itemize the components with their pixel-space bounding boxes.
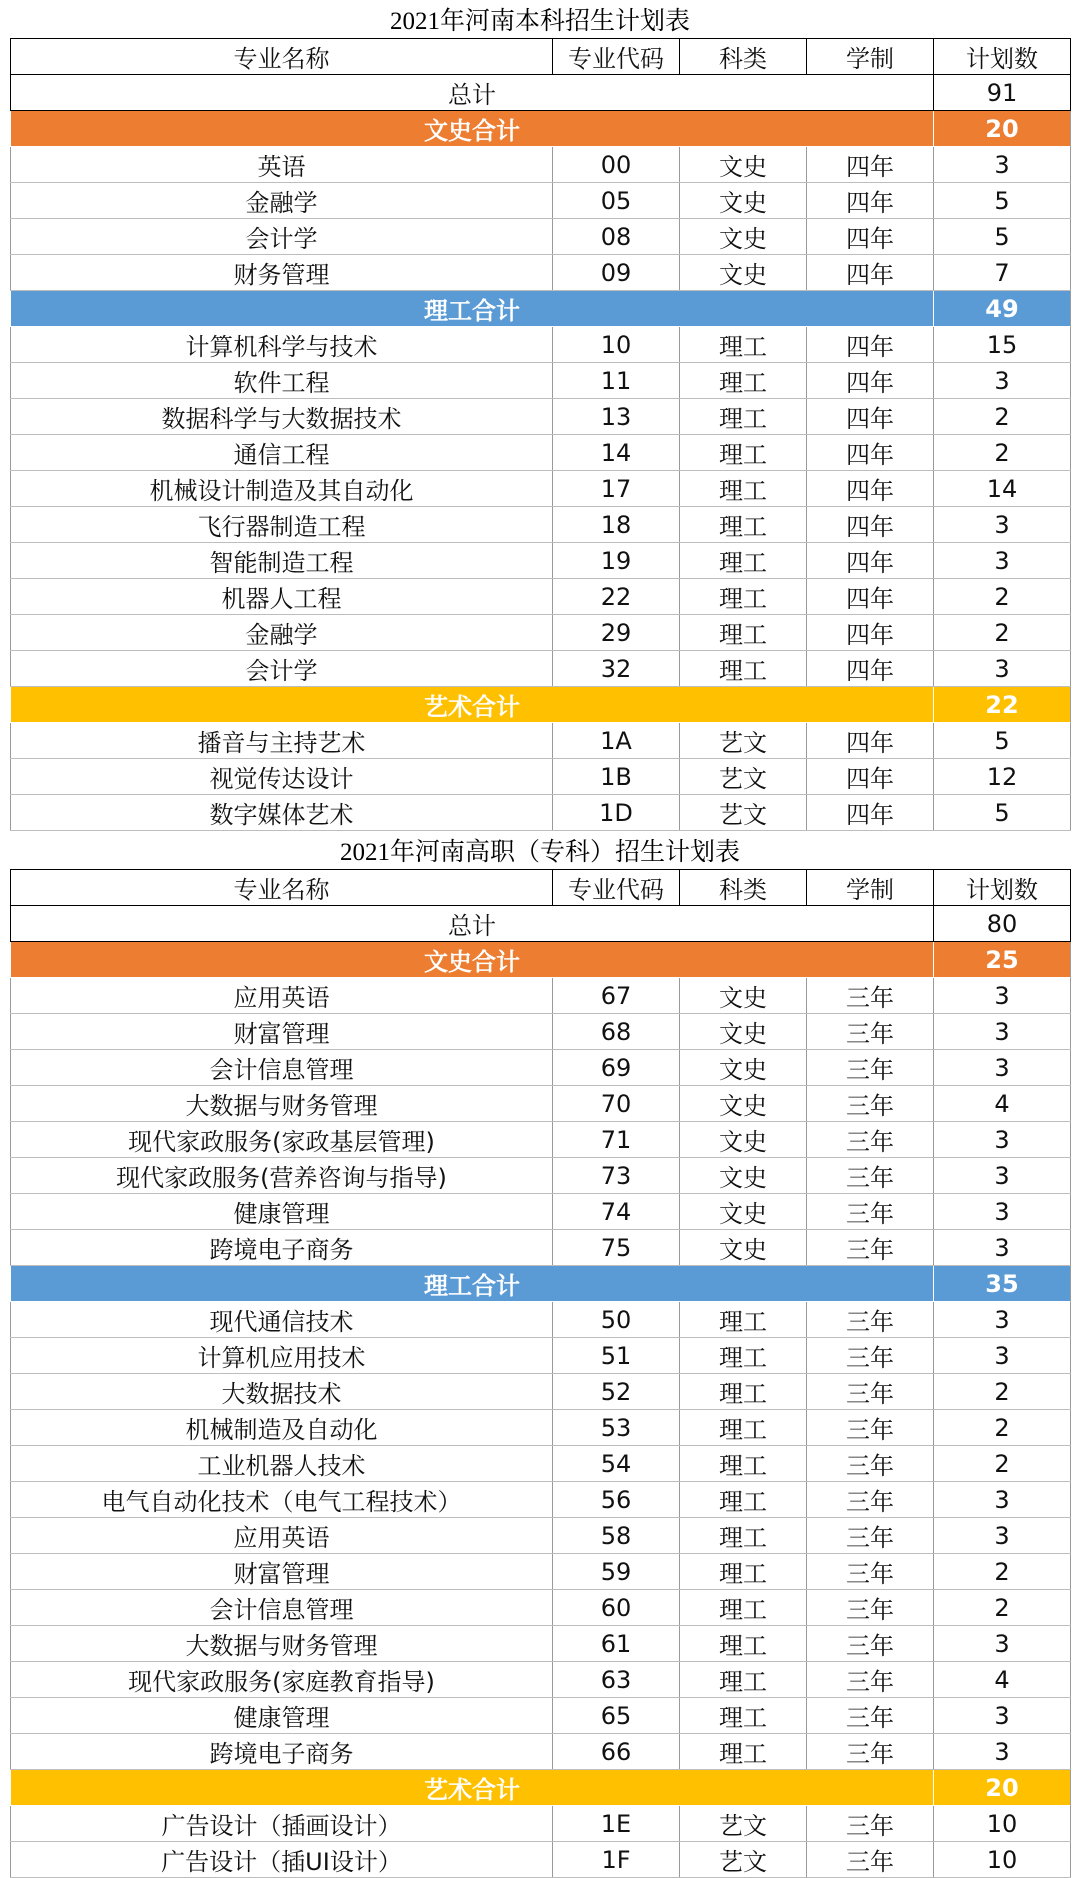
major-code-cell: 1D (553, 795, 680, 831)
table-row (11, 1122, 1071, 1158)
total-label: 总计 (11, 75, 934, 111)
major-code-cell: 52 (553, 1374, 680, 1410)
duration-cell: 三年 (807, 1230, 934, 1266)
quota-cell: 2 (934, 1554, 1071, 1590)
group-value: 25 (934, 942, 1071, 978)
table-row (11, 1410, 1071, 1446)
category-cell: 理工 (680, 399, 807, 435)
major-name-cell: 大数据技术 (11, 1374, 553, 1410)
duration-cell: 四年 (807, 723, 934, 759)
major-name-cell: 现代通信技术 (11, 1302, 553, 1338)
duration-cell: 四年 (807, 327, 934, 363)
table-row (11, 1158, 1071, 1194)
header-category: 科类 (680, 39, 807, 75)
group-value: 20 (934, 111, 1071, 147)
major-code-cell: 68 (553, 1014, 680, 1050)
table-row (11, 1230, 1071, 1266)
group-value: 20 (934, 1770, 1071, 1806)
category-cell: 艺文 (680, 1842, 807, 1878)
enrollment-plan-table (10, 38, 1071, 831)
group-label: 理工合计 (11, 291, 934, 327)
category-cell: 理工 (680, 435, 807, 471)
major-code-cell: 73 (553, 1158, 680, 1194)
major-name-cell: 智能制造工程 (11, 543, 553, 579)
duration-cell: 四年 (807, 615, 934, 651)
table-row (11, 507, 1071, 543)
major-name-cell: 数据科学与大数据技术 (11, 399, 553, 435)
group-subtotal-row (11, 291, 1071, 327)
group-subtotal-row (11, 111, 1071, 147)
quota-cell: 3 (934, 1482, 1071, 1518)
major-name-cell: 英语 (11, 147, 553, 183)
duration-cell: 四年 (807, 183, 934, 219)
category-cell: 理工 (680, 1518, 807, 1554)
group-label: 艺术合计 (11, 1770, 934, 1806)
header-major-code: 专业代码 (553, 39, 680, 75)
quota-cell: 10 (934, 1806, 1071, 1842)
duration-cell: 三年 (807, 1374, 934, 1410)
table-row (11, 1698, 1071, 1734)
table-row (11, 1662, 1071, 1698)
category-cell: 文史 (680, 1230, 807, 1266)
header-major-code: 专业代码 (553, 870, 680, 906)
category-cell: 理工 (680, 651, 807, 687)
major-code-cell: 71 (553, 1122, 680, 1158)
quota-cell: 3 (934, 1158, 1071, 1194)
table-body (11, 906, 1071, 1878)
major-name-cell: 机械设计制造及其自动化 (11, 471, 553, 507)
header-quota: 计划数 (934, 870, 1071, 906)
category-cell: 文史 (680, 1014, 807, 1050)
quota-cell: 2 (934, 579, 1071, 615)
category-cell: 理工 (680, 1554, 807, 1590)
category-cell: 理工 (680, 1626, 807, 1662)
major-code-cell: 11 (553, 363, 680, 399)
group-value: 35 (934, 1266, 1071, 1302)
major-name-cell: 计算机应用技术 (11, 1338, 553, 1374)
category-cell: 理工 (680, 1734, 807, 1770)
major-code-cell: 60 (553, 1590, 680, 1626)
category-cell: 文史 (680, 1086, 807, 1122)
major-code-cell: 70 (553, 1086, 680, 1122)
duration-cell: 三年 (807, 1338, 934, 1374)
total-value: 91 (934, 75, 1071, 111)
quota-cell: 5 (934, 723, 1071, 759)
table-row (11, 1374, 1071, 1410)
table-row (11, 1086, 1071, 1122)
table-row (11, 1302, 1071, 1338)
table-row (11, 795, 1071, 831)
major-name-cell: 大数据与财务管理 (11, 1086, 553, 1122)
header-duration: 学制 (807, 870, 934, 906)
category-cell: 理工 (680, 1338, 807, 1374)
duration-cell: 三年 (807, 1014, 934, 1050)
category-cell: 文史 (680, 1158, 807, 1194)
table-row (11, 1482, 1071, 1518)
category-cell: 理工 (680, 1410, 807, 1446)
table-row (11, 1338, 1071, 1374)
duration-cell: 四年 (807, 759, 934, 795)
table-row (11, 327, 1071, 363)
duration-cell: 三年 (807, 1626, 934, 1662)
duration-cell: 四年 (807, 651, 934, 687)
quota-cell: 3 (934, 1518, 1071, 1554)
quota-cell: 2 (934, 1446, 1071, 1482)
group-value: 22 (934, 687, 1071, 723)
table-header (11, 870, 1071, 906)
major-code-cell: 1A (553, 723, 680, 759)
quota-cell: 5 (934, 183, 1071, 219)
major-code-cell: 17 (553, 471, 680, 507)
major-code-cell: 29 (553, 615, 680, 651)
major-name-cell: 视觉传达设计 (11, 759, 553, 795)
table-body (11, 75, 1071, 831)
duration-cell: 四年 (807, 147, 934, 183)
duration-cell: 四年 (807, 795, 934, 831)
table-row (11, 1014, 1071, 1050)
major-code-cell: 65 (553, 1698, 680, 1734)
duration-cell: 四年 (807, 579, 934, 615)
table-row (11, 615, 1071, 651)
table-row (11, 399, 1071, 435)
duration-cell: 三年 (807, 1194, 934, 1230)
major-name-cell: 工业机器人技术 (11, 1446, 553, 1482)
quota-cell: 3 (934, 363, 1071, 399)
major-name-cell: 机械制造及自动化 (11, 1410, 553, 1446)
quota-cell: 3 (934, 1194, 1071, 1230)
major-name-cell: 会计信息管理 (11, 1050, 553, 1086)
header-major-name: 专业名称 (11, 870, 553, 906)
major-name-cell: 健康管理 (11, 1194, 553, 1230)
table-row (11, 183, 1071, 219)
category-cell: 文史 (680, 219, 807, 255)
duration-cell: 三年 (807, 1410, 934, 1446)
category-cell: 理工 (680, 471, 807, 507)
total-row (11, 906, 1071, 942)
major-code-cell: 13 (553, 399, 680, 435)
duration-cell: 三年 (807, 1158, 934, 1194)
group-subtotal-row (11, 1770, 1071, 1806)
major-code-cell: 63 (553, 1662, 680, 1698)
category-cell: 文史 (680, 1122, 807, 1158)
total-row (11, 75, 1071, 111)
major-code-cell: 10 (553, 327, 680, 363)
major-code-cell: 1B (553, 759, 680, 795)
header-row (11, 870, 1071, 906)
duration-cell: 三年 (807, 1554, 934, 1590)
major-code-cell: 1F (553, 1842, 680, 1878)
major-code-cell: 1E (553, 1806, 680, 1842)
duration-cell: 三年 (807, 1734, 934, 1770)
major-name-cell: 现代家政服务(家庭教育指导) (11, 1662, 553, 1698)
major-name-cell: 会计信息管理 (11, 1590, 553, 1626)
quota-cell: 4 (934, 1086, 1071, 1122)
category-cell: 理工 (680, 543, 807, 579)
category-cell: 理工 (680, 1662, 807, 1698)
duration-cell: 三年 (807, 1518, 934, 1554)
major-name-cell: 健康管理 (11, 1698, 553, 1734)
major-name-cell: 广告设计（插UI设计） (11, 1842, 553, 1878)
table-row (11, 651, 1071, 687)
category-cell: 文史 (680, 1050, 807, 1086)
major-code-cell: 67 (553, 978, 680, 1014)
quota-cell: 3 (934, 1626, 1071, 1662)
major-name-cell: 财富管理 (11, 1554, 553, 1590)
quota-cell: 3 (934, 1050, 1071, 1086)
total-value: 80 (934, 906, 1071, 942)
quota-cell: 2 (934, 615, 1071, 651)
category-cell: 文史 (680, 147, 807, 183)
group-subtotal-row (11, 1266, 1071, 1302)
category-cell: 理工 (680, 615, 807, 651)
major-name-cell: 计算机科学与技术 (11, 327, 553, 363)
table-row (11, 543, 1071, 579)
category-cell: 文史 (680, 978, 807, 1014)
table-row (11, 1806, 1071, 1842)
major-code-cell: 66 (553, 1734, 680, 1770)
major-code-cell: 08 (553, 219, 680, 255)
quota-cell: 4 (934, 1662, 1071, 1698)
category-cell: 理工 (680, 507, 807, 543)
duration-cell: 三年 (807, 978, 934, 1014)
table-row (11, 1734, 1071, 1770)
category-cell: 理工 (680, 1302, 807, 1338)
category-cell: 理工 (680, 327, 807, 363)
category-cell: 艺文 (680, 759, 807, 795)
header-quota: 计划数 (934, 39, 1071, 75)
major-code-cell: 22 (553, 579, 680, 615)
major-code-cell: 05 (553, 183, 680, 219)
major-name-cell: 大数据与财务管理 (11, 1626, 553, 1662)
duration-cell: 三年 (807, 1302, 934, 1338)
duration-cell: 四年 (807, 255, 934, 291)
group-label: 文史合计 (11, 111, 934, 147)
header-duration: 学制 (807, 39, 934, 75)
duration-cell: 四年 (807, 543, 934, 579)
major-code-cell: 50 (553, 1302, 680, 1338)
duration-cell: 三年 (807, 1446, 934, 1482)
total-label: 总计 (11, 906, 934, 942)
major-code-cell: 19 (553, 543, 680, 579)
major-code-cell: 51 (553, 1338, 680, 1374)
major-name-cell: 应用英语 (11, 1518, 553, 1554)
quota-cell: 10 (934, 1842, 1071, 1878)
quota-cell: 3 (934, 1338, 1071, 1374)
category-cell: 理工 (680, 1698, 807, 1734)
duration-cell: 三年 (807, 1050, 934, 1086)
quota-cell: 3 (934, 1734, 1071, 1770)
table-row (11, 471, 1071, 507)
table-row (11, 759, 1071, 795)
duration-cell: 三年 (807, 1842, 934, 1878)
table-row (11, 978, 1071, 1014)
major-name-cell: 跨境电子商务 (11, 1230, 553, 1266)
major-code-cell: 75 (553, 1230, 680, 1266)
major-code-cell: 61 (553, 1626, 680, 1662)
group-label: 理工合计 (11, 1266, 934, 1302)
table-row (11, 1194, 1071, 1230)
group-subtotal-row (11, 942, 1071, 978)
group-value: 49 (934, 291, 1071, 327)
major-name-cell: 飞行器制造工程 (11, 507, 553, 543)
quota-cell: 12 (934, 759, 1071, 795)
major-name-cell: 播音与主持艺术 (11, 723, 553, 759)
table-header (11, 39, 1071, 75)
duration-cell: 三年 (807, 1086, 934, 1122)
enrollment-plan-table (10, 869, 1071, 1878)
major-code-cell: 32 (553, 651, 680, 687)
duration-cell: 四年 (807, 435, 934, 471)
table-row (11, 147, 1071, 183)
header-major-name: 专业名称 (11, 39, 553, 75)
major-code-cell: 74 (553, 1194, 680, 1230)
table-row (11, 723, 1071, 759)
duration-cell: 三年 (807, 1122, 934, 1158)
major-name-cell: 现代家政服务(营养咨询与指导) (11, 1158, 553, 1194)
major-name-cell: 软件工程 (11, 363, 553, 399)
major-name-cell: 电气自动化技术（电气工程技术） (11, 1482, 553, 1518)
quota-cell: 3 (934, 147, 1071, 183)
category-cell: 理工 (680, 1446, 807, 1482)
major-code-cell: 09 (553, 255, 680, 291)
quota-cell: 14 (934, 471, 1071, 507)
major-code-cell: 56 (553, 1482, 680, 1518)
duration-cell: 四年 (807, 363, 934, 399)
table-row (11, 579, 1071, 615)
table-row (11, 219, 1071, 255)
major-code-cell: 59 (553, 1554, 680, 1590)
quota-cell: 3 (934, 1230, 1071, 1266)
table-row (11, 363, 1071, 399)
major-code-cell: 14 (553, 435, 680, 471)
duration-cell: 四年 (807, 399, 934, 435)
duration-cell: 四年 (807, 507, 934, 543)
quota-cell: 3 (934, 1014, 1071, 1050)
major-name-cell: 金融学 (11, 615, 553, 651)
group-label: 文史合计 (11, 942, 934, 978)
quota-cell: 3 (934, 1122, 1071, 1158)
major-code-cell: 53 (553, 1410, 680, 1446)
major-code-cell: 69 (553, 1050, 680, 1086)
table-row (11, 1050, 1071, 1086)
table-row (11, 435, 1071, 471)
major-code-cell: 00 (553, 147, 680, 183)
duration-cell: 三年 (807, 1806, 934, 1842)
quota-cell: 15 (934, 327, 1071, 363)
table-row (11, 1590, 1071, 1626)
major-name-cell: 金融学 (11, 183, 553, 219)
quota-cell: 2 (934, 399, 1071, 435)
page (10, 0, 1070, 1878)
table-row (11, 1842, 1071, 1878)
quota-cell: 3 (934, 651, 1071, 687)
header-row (11, 39, 1071, 75)
quota-cell: 2 (934, 435, 1071, 471)
major-name-cell: 财务管理 (11, 255, 553, 291)
duration-cell: 三年 (807, 1590, 934, 1626)
category-cell: 理工 (680, 1590, 807, 1626)
table-row (11, 1554, 1071, 1590)
major-code-cell: 58 (553, 1518, 680, 1554)
group-subtotal-row (11, 687, 1071, 723)
duration-cell: 四年 (807, 471, 934, 507)
category-cell: 艺文 (680, 1806, 807, 1842)
category-cell: 文史 (680, 1194, 807, 1230)
duration-cell: 四年 (807, 219, 934, 255)
table-title: 2021年河南高职（专科）招生计划表 (339, 839, 740, 866)
major-name-cell: 会计学 (11, 219, 553, 255)
duration-cell: 三年 (807, 1662, 934, 1698)
header-category: 科类 (680, 870, 807, 906)
category-cell: 理工 (680, 363, 807, 399)
table-row (11, 1446, 1071, 1482)
major-name-cell: 数字媒体艺术 (11, 795, 553, 831)
quota-cell: 5 (934, 795, 1071, 831)
quota-cell: 3 (934, 1302, 1071, 1338)
quota-cell: 3 (934, 507, 1071, 543)
quota-cell: 7 (934, 255, 1071, 291)
major-name-cell: 应用英语 (11, 978, 553, 1014)
duration-cell: 三年 (807, 1482, 934, 1518)
quota-cell: 5 (934, 219, 1071, 255)
category-cell: 艺文 (680, 795, 807, 831)
duration-cell: 三年 (807, 1698, 934, 1734)
group-label: 艺术合计 (11, 687, 934, 723)
major-name-cell: 现代家政服务(家政基层管理) (11, 1122, 553, 1158)
category-cell: 文史 (680, 183, 807, 219)
major-name-cell: 通信工程 (11, 435, 553, 471)
category-cell: 理工 (680, 579, 807, 615)
quota-cell: 3 (934, 1698, 1071, 1734)
table-title: 2021年河南本科招生计划表 (389, 8, 690, 35)
category-cell: 理工 (680, 1482, 807, 1518)
quota-cell: 3 (934, 978, 1071, 1014)
quota-cell: 2 (934, 1590, 1071, 1626)
table-row (11, 1626, 1071, 1662)
quota-cell: 2 (934, 1374, 1071, 1410)
major-code-cell: 18 (553, 507, 680, 543)
major-code-cell: 54 (553, 1446, 680, 1482)
major-name-cell: 机器人工程 (11, 579, 553, 615)
category-cell: 艺文 (680, 723, 807, 759)
major-name-cell: 财富管理 (11, 1014, 553, 1050)
major-name-cell: 广告设计（插画设计） (11, 1806, 553, 1842)
category-cell: 理工 (680, 1374, 807, 1410)
quota-cell: 2 (934, 1410, 1071, 1446)
table-row (11, 255, 1071, 291)
major-name-cell: 会计学 (11, 651, 553, 687)
category-cell: 文史 (680, 255, 807, 291)
major-name-cell: 跨境电子商务 (11, 1734, 553, 1770)
quota-cell: 3 (934, 543, 1071, 579)
table-row (11, 1518, 1071, 1554)
